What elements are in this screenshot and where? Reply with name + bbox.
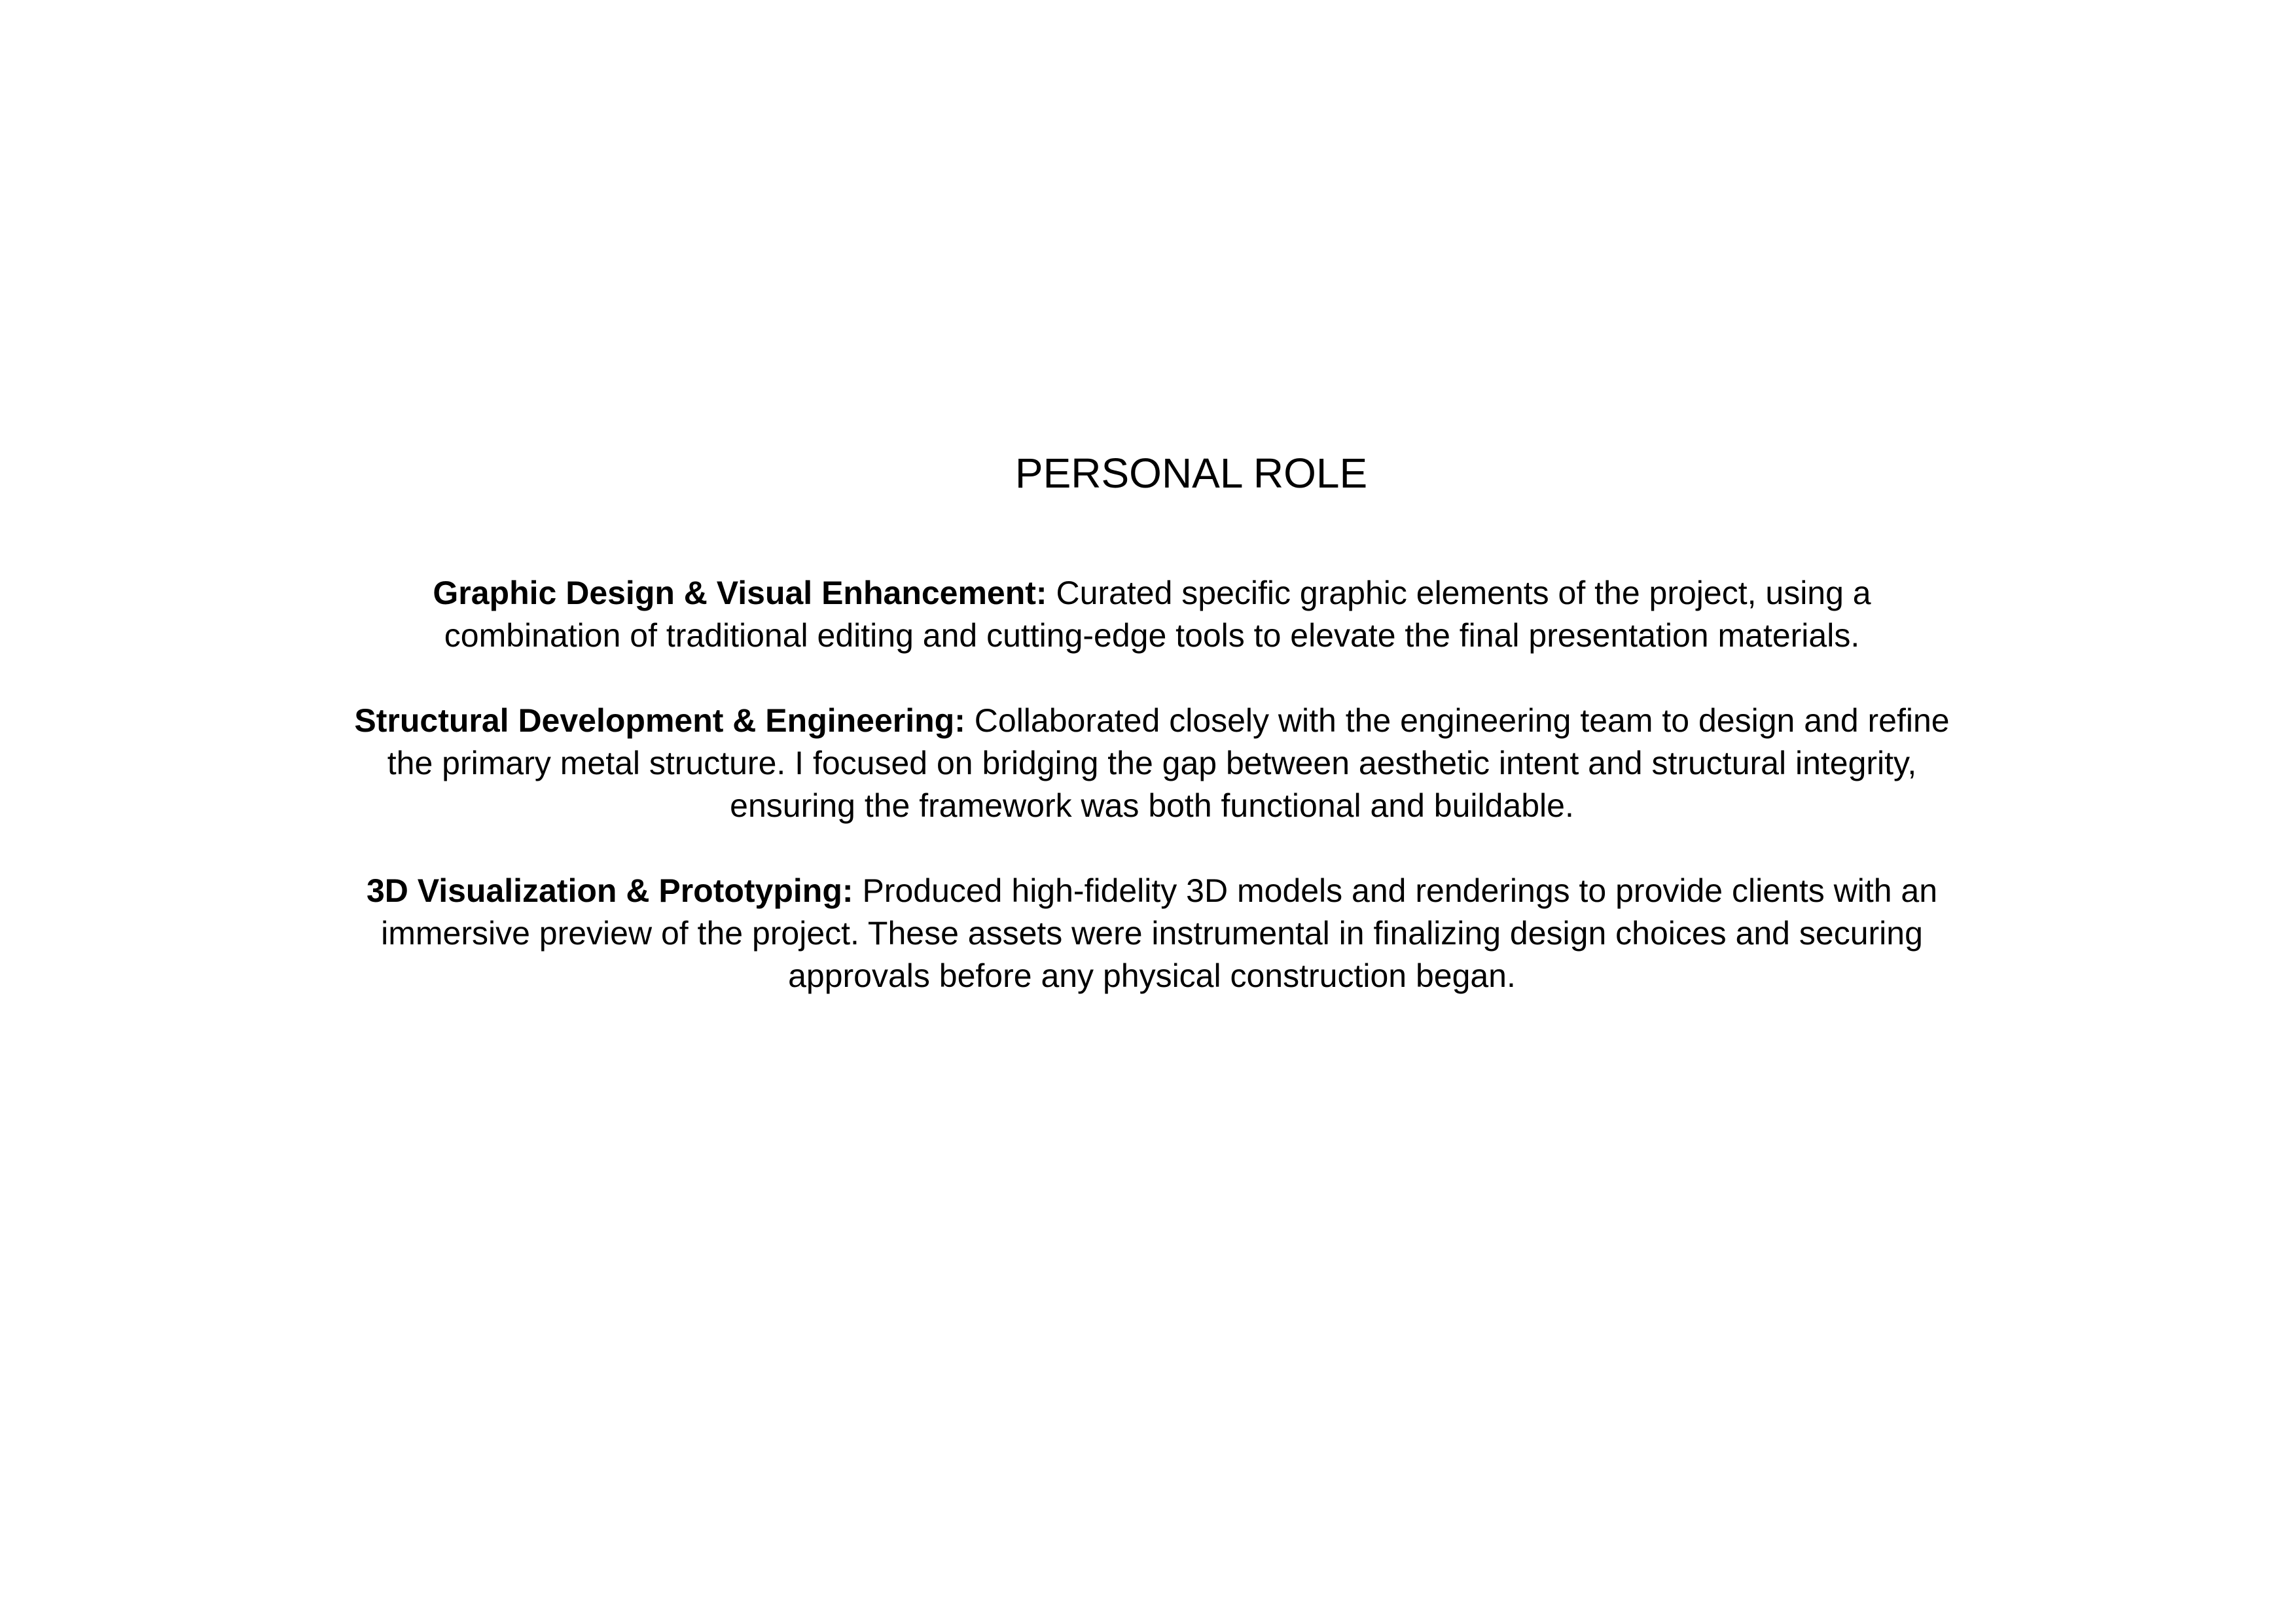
page-title: PERSONAL ROLE	[1014, 450, 1368, 497]
role-heading: Graphic Design & Visual Enhancement:	[433, 575, 1047, 611]
role-list	[353, 572, 1950, 1040]
role-item-3d-visualization	[353, 870, 1950, 997]
role-description: Collaborated closely with the engineering team to design and refine the primary metal structure. I focused on bridging the gap between aesthetic intent and structural integrity, ensuring the framework was both functional and buildable.	[387, 702, 1950, 824]
role-description: Produced high-fidelity 3D models and renderings to provide clients with an immersive preview of the project. These assets were instrumental in finalizing design choices and securing approvals before any physical construction began.	[381, 872, 1938, 994]
role-item-graphic-design	[353, 572, 1950, 657]
role-item-structural-development	[353, 700, 1950, 827]
role-heading: Structural Development & Engineering:	[354, 702, 965, 739]
role-description: Curated specific graphic elements of the project, using a combination of traditional editing and cutting-edge tools to elevate the final presentation materials.	[444, 575, 1871, 654]
role-heading: 3D Visualization & Prototyping:	[366, 872, 853, 909]
